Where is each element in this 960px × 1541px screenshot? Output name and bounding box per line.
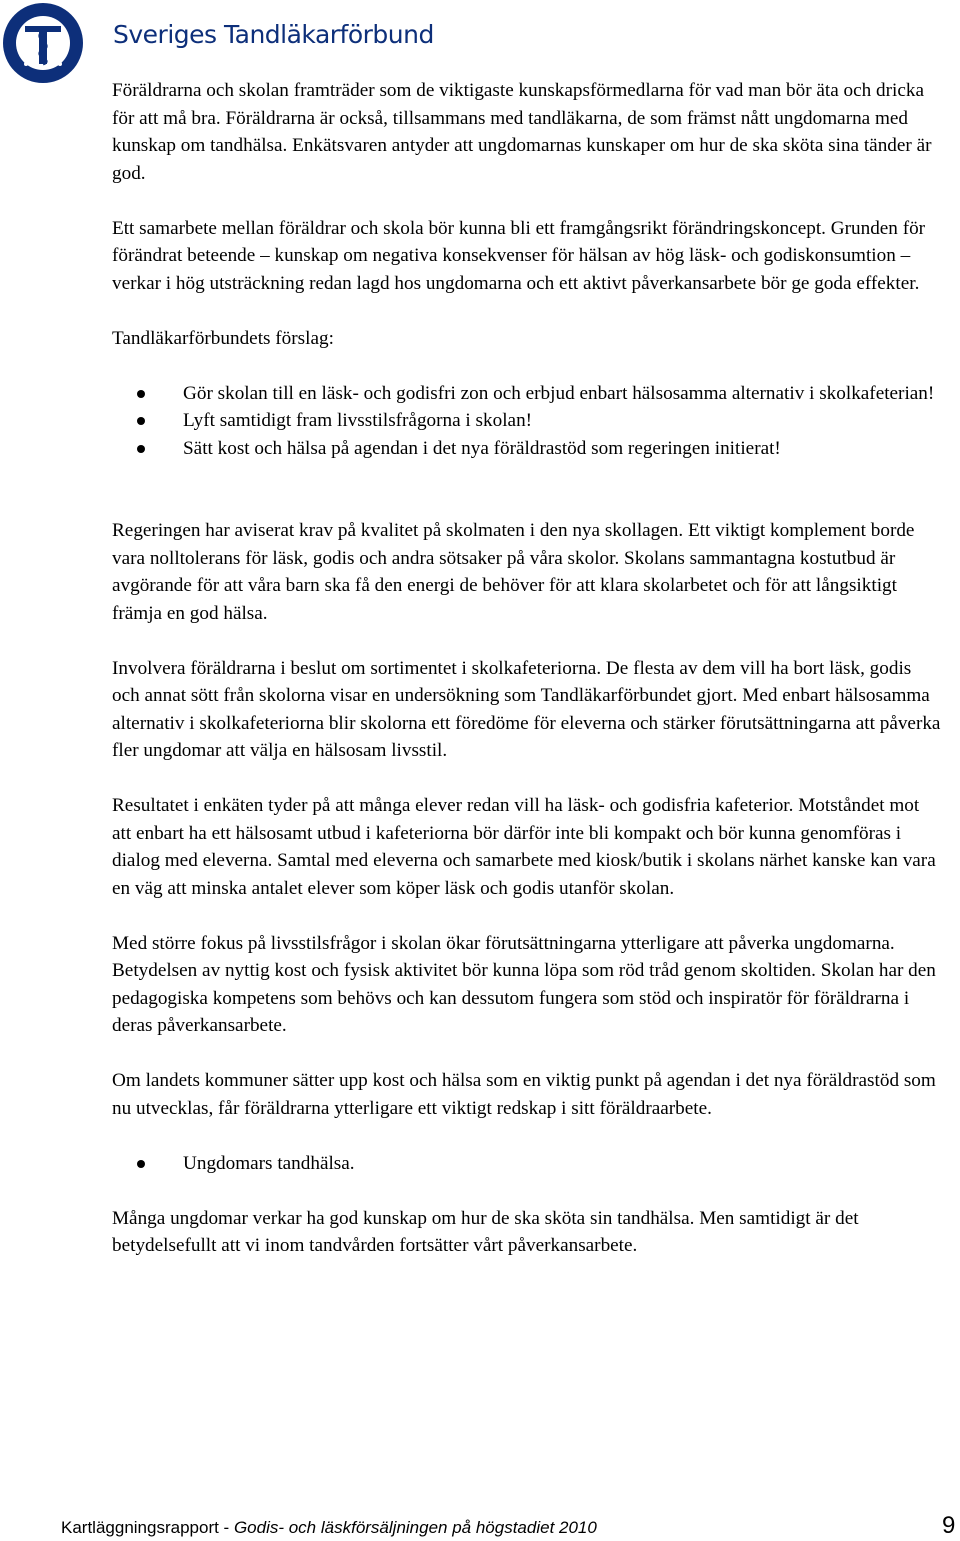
bullet-icon (137, 1160, 145, 1168)
page-number: 9 (942, 1512, 956, 1539)
paragraph-municipalities: Om landets kommuner sätter upp kost och hälsa som en viktig punkt på agendan i det nya föräldrastöd som nu utvecklas, får föräldrarna ytterligare ett viktigt redskap i sitt föräldraarbete. (112, 1070, 936, 1119)
bullet-icon (137, 390, 145, 398)
organization-name: Sveriges Tandläkarförbund (113, 20, 434, 49)
bullet-icon (137, 445, 145, 453)
list-item: Gör skolan till en läsk- och godisfri zon och erbjud enbart hälsosamma alternativ i skolkafeterian! (112, 380, 942, 408)
list-item: Ungdomars tandhälsa. (112, 1150, 942, 1178)
paragraph-cooperation: Ett samarbete mellan föräldrar och skola bör kunna bli ett framgångsrikt förändringskoncept. Grunden för förändrat beteende – kunskap om negativa konsekvenser för hälsan av hög läsk- och godiskonsumtion – verkar i hög utsträckning redan lagd hos ungdomarna och ett aktivt påverkansarbete bör ge goda effekter. (112, 217, 926, 294)
paragraph-involve-parents: Involvera föräldrarna i beslut om sortimentet i skolkafeteriorna. De flesta av dem vill ha bort läsk, godis och annat sött från skolorna visar en undersökning som Tandläkarförbundet gjort. Med enbart hälsosamma alternativ i skolkafeteriorna blir skolorna ett föredöme för eleverna och stärker förutsättningarna att påverka fler ungdomar att välja en hälsosam livsstil. (112, 657, 941, 761)
paragraph-survey-result: Resultatet i enkäten tyder på att många elever redan vill ha läsk- och godisfria kafeterior. Motståndet mot att enbart ha ett hälsosamt utbud i kafeteriorna bör därför inte bli kompakt och bör kunna genomföras i dialog med eleverna. Samtal med eleverna och samarbete med kiosk/butik i skolans närhet kanske kan vara en väg att minska antalet elever som köper läsk och godis utanför skolan. (112, 795, 936, 899)
footer-report-title: Kartläggningsrapport - Godis- och läskförsäljningen på högstadiet 2010 (61, 1518, 597, 1537)
document-body (112, 77, 942, 1260)
list-item: Sätt kost och hälsa på agendan i det nya föräldrastöd som regeringen initierat! (112, 435, 942, 463)
tandlakarforbund-logo (2, 2, 84, 84)
proposals-list (112, 380, 942, 463)
paragraph-school-food: Regeringen har aviserat krav på kvalitet på skolmaten i den nya skollagen. Ett viktigt komplement borde vara nolltolerans för läsk, godis och andra sötsaker på våra skolor. Skolans sammantagna kostutbud är avgörande för att våra barn ska få den energi de behöver för att klara skolarbetet och för att långsiktigt främja en god hälsa. (112, 520, 915, 624)
proposals-heading: Tandläkarförbundets förslag: (112, 327, 334, 349)
list-item: Lyft samtidigt fram livsstilsfrågorna i skolan! (112, 407, 942, 435)
paragraph-parents-school: Föräldrarna och skolan framträder som de viktigaste kunskapsförmedlarna för vad man bör äta och dricka för att må bra. Föräldrarna är också, tillsammans med tandläkarna, de som främst nått ungdomarna med kunskap om tandhälsa. Enkätsvaren antyder att ungdomarnas kunskaper om hur de ska sköta sina tänder är god. (112, 80, 932, 184)
page-header (0, 0, 960, 84)
paragraph-lifestyle: Med större fokus på livsstilsfrågor i skolan ökar förutsättningarna ytterligare att påverka ungdomarna. Betydelsen av nyttig kost och fysisk aktivitet bör kunna löpa som röd tråd genom skoltiden. Skolan har den pedagogiska kompetens som behövs och kan dessutom fungera som stöd och inspiratör för föräldrarna i deras påverkansarbete. (112, 932, 936, 1036)
paragraph-dental-health: Många ungdomar verkar ha god kunskap om hur de ska sköta sin tandhälsa. Men samtidigt är det betydelsefullt att vi inom tandvården fortsätter vårt påverkansarbete. (112, 1207, 859, 1256)
section-bullet-list (112, 1150, 942, 1178)
bullet-icon (137, 417, 145, 425)
